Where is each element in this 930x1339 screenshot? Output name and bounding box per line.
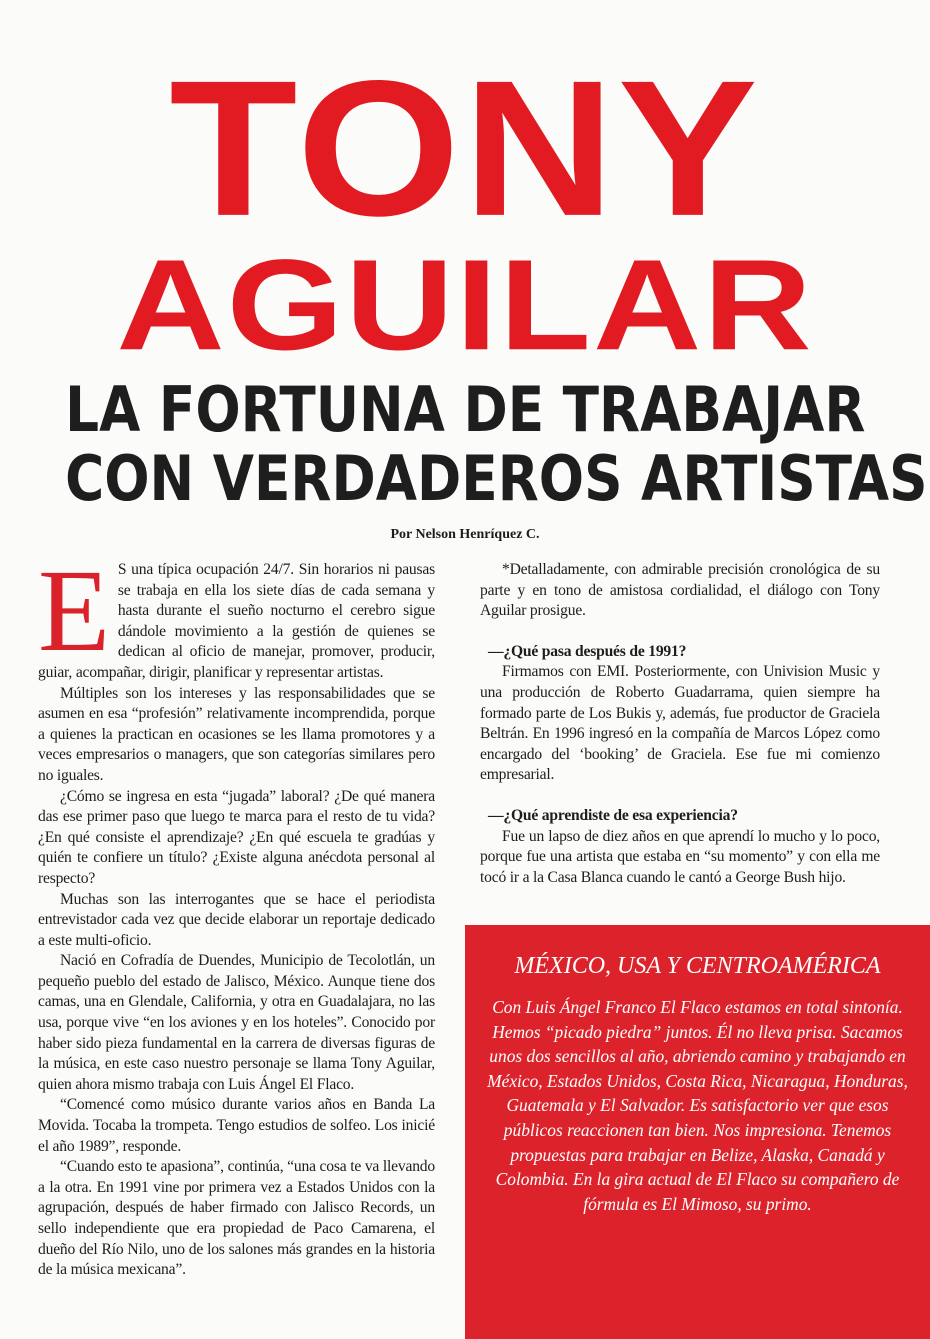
interview-answer: Fue un lapso de diez años en que aprendí lo mucho y lo poco, porque fue una artista que estaba en “su momento” y con ella me tocó ir a la Casa Blanca cuando le cantó a George Bush hijo.: [480, 827, 880, 886]
paragraph: “Comencé como músico durante varios años en Banda La Movida. Tocaba la trompeta. Tengo estudios de solfeo. Los inicié el año 1989”, responde.: [38, 1096, 435, 1155]
paragraph: ¿Cómo se ingresa en esta “jugada” laboral? ¿De qué manera das ese primer paso que luego te marca para el resto de tu vida? ¿En qué consiste el aprendizaje? ¿En qué escuela te gradúas y quién te confiere un título? ¿Existe alguna anécdota personal al respecto?: [38, 787, 435, 887]
headline-subtitle-line1: LA FORTUNA DE TRABAJAR: [65, 373, 866, 446]
interview-question: —¿Qué aprendiste de esa experiencia?: [488, 806, 738, 824]
paragraph: Muchas son las interrogantes que se hace el periodista entrevistador cada vez que decide elaborar un reportaje dedicado a este multi-oficio.: [38, 890, 435, 949]
drop-cap: E: [38, 545, 110, 676]
article-right-column: [480, 560, 880, 888]
sidebar-title: MÉXICO, USA Y CENTROAMÉRICA: [514, 953, 881, 979]
paragraph: S una típica ocupación 24/7. Sin horarios ni pausas se trabaja en ella los siete días de cada semana y hasta durante el sueño nocturno el cerebro sigue dándole movimiento a la gestión de quienes se dedican al oficio de manejar, promover, producir, guiar, acompañar, dirigir, planificar y representar artistas.: [38, 561, 435, 681]
paragraph: Múltiples son los intereses y las responsabilidades que se asumen en esa “profesión” relativamente incomprendida, porque a quienes la practican en ocasiones se les llama promotores y a veces empresarios o managers, que son categorías similares pero no iguales.: [38, 684, 435, 784]
paragraph: *Detalladamente, con admirable precisión cronológica de su parte y en tono de amistosa cordialidad, el diálogo con Tony Aguilar prosigue.: [480, 561, 880, 620]
interview-answer: Firmamos con EMI. Posteriormente, con Univision Music y una producción de Roberto Guadarrama, quien siempre ha formado parte de Los Bukis y, además, fue productor de Graciela Beltrán. En 1996 ingresó en la compañía de Marcos López como encargado del ‘booking’ de Graciela. Ese fue mi comienzo empresarial.: [480, 663, 880, 784]
paragraph: “Cuando esto te apasiona”, continúa, “una cosa te va llevando a la otra. En 1991 vine por primera vez a Estados Unidos con la agrupación, después de haber firmado con Jalisco Records, un sello independiente que era propiedad de Paco Camarena, el dueño del Río Nilo, uno de los salones más grandes en la historia de la música mexicana”.: [38, 1158, 435, 1279]
interview-question: —¿Qué pasa después de 1991?: [488, 642, 687, 660]
sidebar-body: Con Luis Ángel Franco El Flaco estamos en total sintonía. Hemos “picado piedra” juntos. Él no lleva prisa. Sacamos unos dos sencillos al año, abriendo camino y trabajando en México, Estados Unidos, Costa Rica, Nicaragua, Honduras, Guatemala y El Salvador. Es satisfactorio ver que esos públicos reaccionen tan bien. Nos impresiona. Tenemos propuestas para trabajar en Belize, Alaska, Canadá y Colombia. En la gira actual de El Flaco su compañero de fórmula es El Mimoso, su primo.: [487, 997, 908, 1214]
byline: Por Nelson Henríquez C.: [390, 527, 540, 542]
headline-subtitle-line2: CON VERDADEROS ARTISTAS: [65, 442, 928, 515]
paragraph: Nació en Cofradía de Duendes, Municipio de Tecolotlán, un pequeño pueblo del estado de Jalisco, México. Aunque tiene dos camas, una en Glendale, California, y otra en Guadalajara, no las usa, porque vive “en los aviones y en los hoteles”. Conocido por haber sido pieza fundamental en la carrera de diversas figuras de la música, en este caso nuestro personaje se llama Tony Aguilar, quien ahora mismo trabaja con Luis Ángel El Flaco.: [38, 952, 435, 1093]
headline-last-name: AGUILAR: [116, 232, 814, 377]
article-left-column: [38, 545, 435, 1281]
headline-first-name: TONY: [169, 40, 761, 257]
sidebar-box: [465, 925, 930, 1339]
